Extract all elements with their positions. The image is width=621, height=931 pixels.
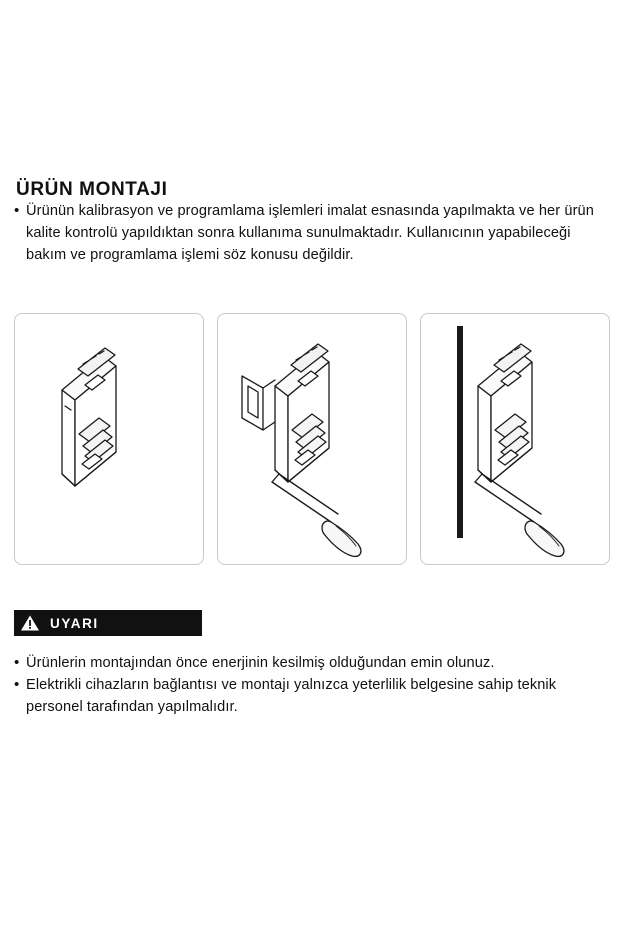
bullet-glyph: • [14,676,20,693]
list-item [14,200,604,266]
figure-row [14,313,610,565]
bullet-glyph: • [14,202,20,219]
warning-bullet-text-2: Elektrikli cihazların bağlantısı ve montajı yalnızca yeterlilik belgesine sahip teknik personel tarafından yapılmalıdır. [26,677,557,715]
list-item [14,652,610,674]
figure-panel-2 [217,313,407,565]
dc-breaker-module-with-screwdriver-icon [218,314,406,564]
intro-bullet-list [14,200,604,268]
bullet-glyph: • [14,654,20,671]
warning-banner [14,610,202,636]
page-title: ÜRÜN MONTAJI [16,178,168,200]
intro-bullet-text: Ürünün kalibrasyon ve programlama işlemleri imalat esnasında yapılmakta ve her ürün kalite kontrolü yapıldıktan sonra kullanıma sunulmaktadır. Kullanıcının yapabileceği bakım ve programlama işlemi söz konusu değildir. [26,203,594,263]
figure-panel-3 [420,313,610,565]
warning-bullet-text-1: Ürünlerin montajından önce enerjinin kesilmiş olduğundan emin olunuz. [26,655,495,671]
list-item [14,674,610,718]
dc-breaker-module-mounted-on-din-rail-icon [421,314,609,564]
warning-triangle-icon [20,614,40,632]
warning-bullet-list [14,652,610,718]
dc-breaker-module-front-view-icon [15,314,203,564]
figure-panel-1 [14,313,204,565]
warning-label: UYARI [50,615,99,631]
